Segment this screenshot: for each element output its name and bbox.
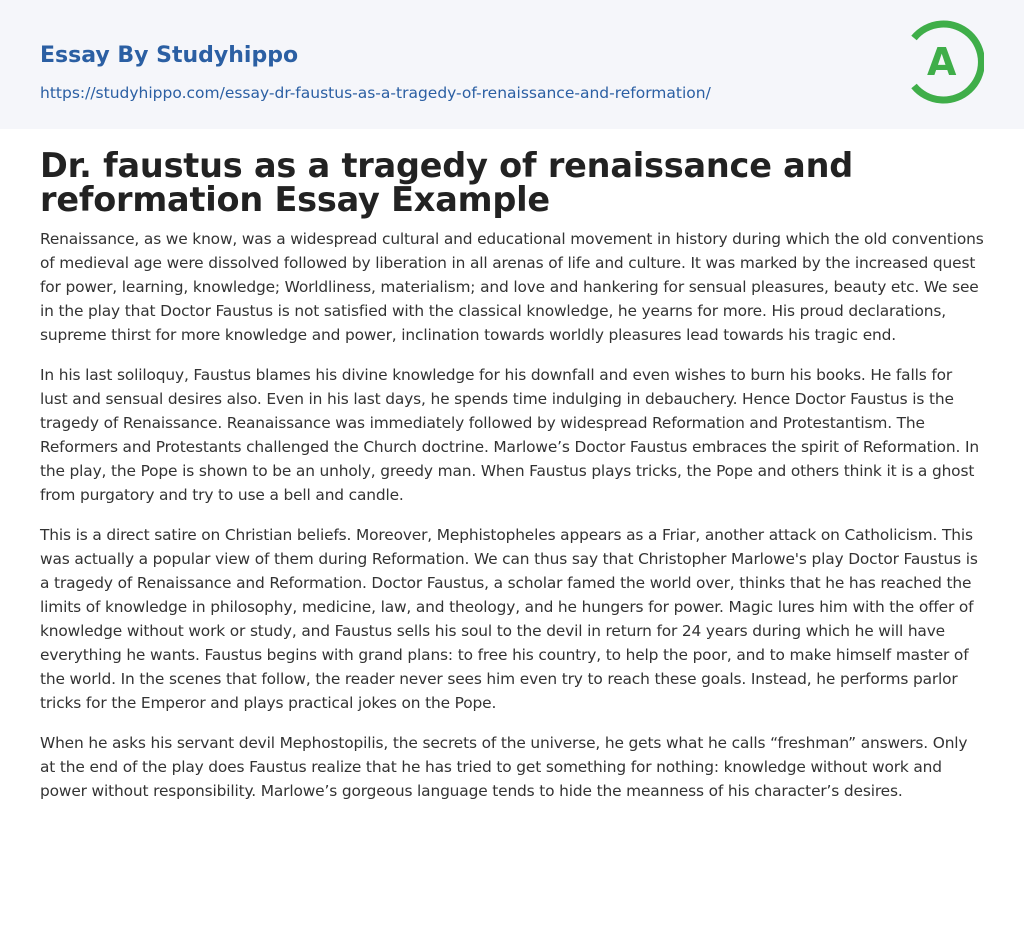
logo-letter: A [927,40,957,84]
essay-url-link[interactable]: https://studyhippo.com/essay-dr-faustus-as-a-tragedy-of-renaissance-and-reformation/ [40,84,711,102]
site-header [0,0,1024,129]
article-title: Dr. faustus as a tragedy of renaissance and reformation Essay Example [40,146,854,219]
article-body [0,129,1024,803]
article-paragraph-1: Renaissance, as we know, was a widespread cultural and educational movement in history during which the old conventions of medieval age were dissolved followed by liberation in all arenas of life and culture. It was marked by the increased quest for power, learning, knowledge; Worldliness, materialism; and love and hankering for sensual pleasures, beauty etc. We see in the play that Doctor Faustus is not satisfied with the classical knowledge, he yearns for more. His proud declarations, supreme thirst for more knowledge and power, inclination towards worldly pleasures lead towards his tragic end. [40,230,984,344]
site-brand[interactable]: Essay By Studyhippo [40,43,299,68]
article-paragraph-4: When he asks his servant devil Mephostopilis, the secrets of the universe, he gets what he calls “freshman” answers. Only at the end of the play does Faustus realize that he has tried to get something for nothing: knowledge without work and power without responsibility. Marlowe’s gorgeous language tends to hide the meanness of his character’s desires. [40,734,968,800]
studyhippo-logo-icon[interactable] [900,20,984,104]
article-paragraph-3: This is a direct satire on Christian beliefs. Moreover, Mephistopheles appears as a Friar, another attack on Catholicism. This was actually a popular view of them during Reformation. We can thus say that Christopher Marlowe's play Doctor Faustus is a tragedy of Renaissance and Reformation. Doctor Faustus, a scholar famed the world over, thinks that he has reached the limits of knowledge in philosophy, medicine, law, and theology, and he hungers for power. Magic lures him with the offer of knowledge without work or study, and Faustus sells his soul to the devil in return for 24 years during which he will have everything he wants. Faustus begins with grand plans: to free his country, to help the poor, and to make himself master of the world. In the scenes that follow, the reader never sees him even try to reach these goals. Instead, he performs parlor tricks for the Emperor and plays practical jokes on the Pope. [40,526,978,712]
article-paragraph-2: In his last soliloquy, Faustus blames his divine knowledge for his downfall and even wishes to burn his books. He falls for lust and sensual desires also. Even in his last days, he spends time indulging in debauchery. Hence Doctor Faustus is the tragedy of Renaissance. Reanaissance was immediately followed by widespread Reformation and Protestantism. The Reformers and Protestants challenged the Church doctrine. Marlowe’s Doctor Faustus embraces the spirit of Reformation. In the play, the Pope is shown to be an unholy, greedy man. When Faustus plays tricks, the Pope and others think it is a ghost from purgatory and try to use a bell and candle. [40,366,979,504]
